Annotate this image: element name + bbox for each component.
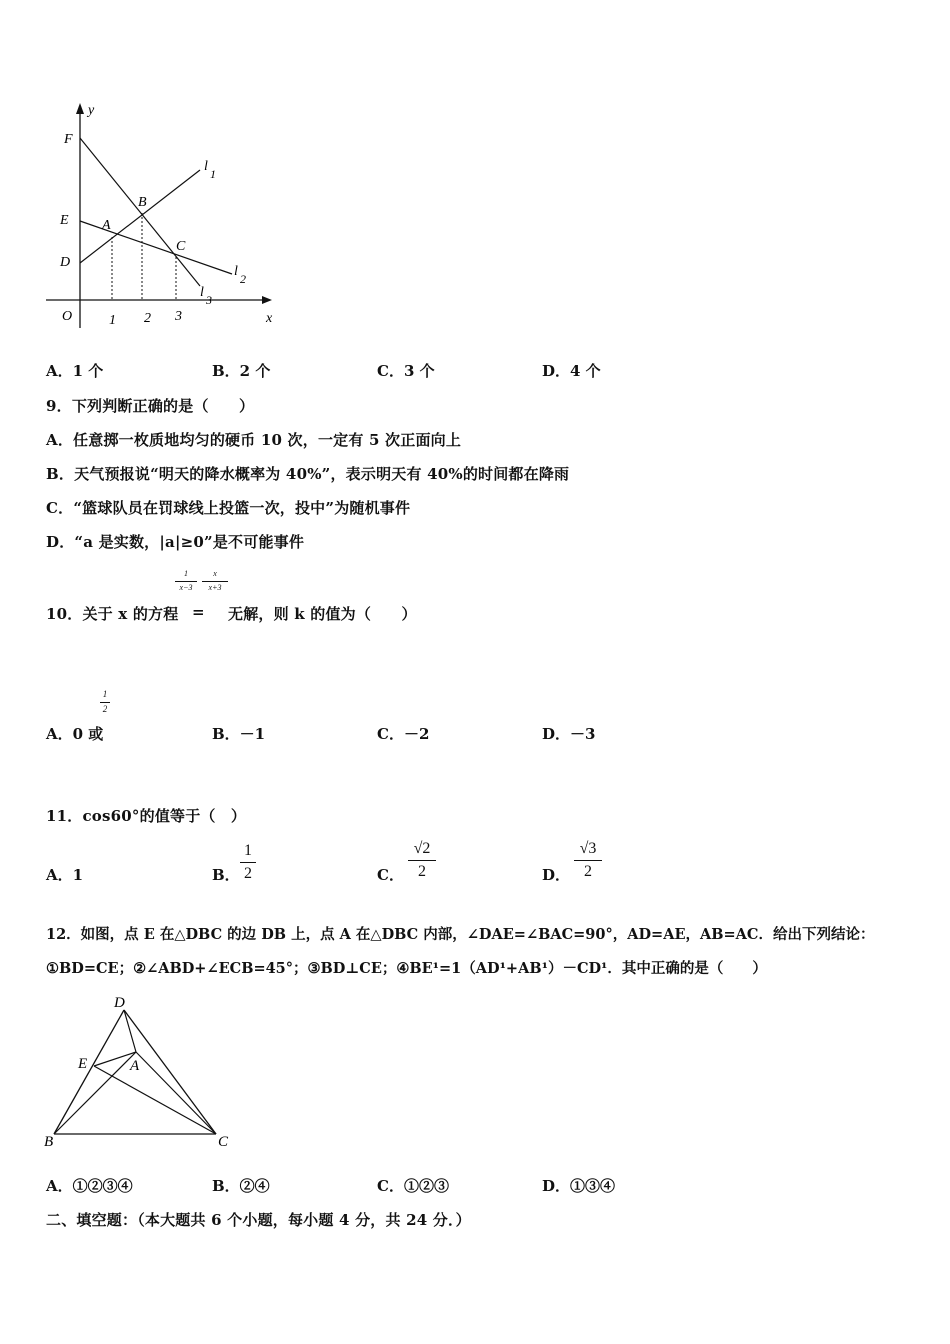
q10-option-a-fraction-denominator: 2	[102, 703, 108, 714]
y-axis-arrow	[76, 103, 84, 114]
q9-option-b: B．天气预报说“明天的降水概率为 40%”，表示明天有 40%的时间都在降雨	[46, 465, 570, 483]
q10-option-a-fraction	[100, 690, 110, 715]
q11-option-b-label: B．	[212, 866, 240, 884]
line-l1-subscript: 1	[210, 167, 216, 181]
point-c-label: C	[176, 239, 186, 254]
x-axis-label: x	[266, 311, 273, 326]
y-axis-label: y	[88, 103, 95, 118]
segment-da	[124, 1010, 136, 1052]
line-l3	[80, 138, 200, 286]
point-a-label: A	[130, 1058, 140, 1074]
q10-option-a-fraction-bar	[100, 702, 110, 703]
q11-option-b-numerator: 1	[244, 842, 252, 859]
point-d-label: D	[60, 255, 71, 270]
point-c-label: C	[218, 1134, 229, 1150]
point-b-label: B	[44, 1134, 54, 1150]
point-e-label: E	[60, 213, 69, 228]
q12-stem-line-1: 12．如图，点 E 在△DBC 的边 DB 上，点 A 在△DBC 内部，∠DAE=∠BAC=90°，AD=AE，AB=AC．给出下列结论：	[46, 926, 875, 943]
q10-fraction-2	[202, 570, 228, 593]
q9-option-d: D．“a 是实数，|a|≥0”是不可能事件	[46, 533, 305, 551]
q12-option-d: D．①③④	[542, 1177, 616, 1195]
q9-option-c: C．“篮球队员在罚球线上投篮一次，投中”为随机事件	[46, 499, 411, 517]
line-l3-label: l	[200, 285, 204, 300]
q11-option-c-label: C．	[377, 866, 404, 884]
q9-stem: 9．下列判断正确的是（ ）	[46, 397, 255, 415]
tick-label-1: 1	[109, 313, 116, 328]
point-d-label: D	[114, 995, 125, 1011]
q10-fraction-2-bar	[202, 581, 228, 582]
q8-option-a: A．1 个	[46, 362, 104, 380]
q11-option-d-bar	[574, 860, 602, 861]
q11-option-b-bar	[240, 862, 256, 863]
q11-option-d-fraction	[574, 840, 602, 880]
point-a-label: A	[102, 218, 111, 233]
q10-equals-sign: =	[192, 603, 205, 621]
q10-fraction-2-denominator: x+3	[208, 582, 222, 592]
q8-line-graph	[40, 98, 285, 343]
q11-option-d-label: D．	[542, 866, 571, 884]
q11-option-b-denominator: 2	[244, 864, 252, 882]
point-b-label: B	[138, 195, 147, 210]
x-axis-arrow	[262, 296, 272, 304]
q11-option-c-numerator: √2	[413, 840, 431, 857]
segment-ec	[94, 1066, 216, 1134]
q11-option-b-fraction	[240, 842, 256, 882]
q10-stem-after: 无解，则 k 的值为（ ）	[228, 605, 417, 623]
q10-option-b: B．－1	[212, 725, 266, 743]
origin-label: O	[62, 309, 73, 324]
segment-ba	[54, 1052, 136, 1134]
q11-option-a: A．1	[46, 866, 84, 884]
q10-option-c: C．－2	[377, 725, 430, 743]
segment-db	[54, 1010, 124, 1134]
q8-option-c: C．3 个	[377, 362, 435, 380]
tick-label-2: 2	[144, 311, 151, 326]
q10-fraction-1-bar	[175, 581, 197, 582]
q11-option-c-bar	[408, 860, 436, 861]
q10-fraction-1-numerator: 1	[184, 569, 188, 578]
tick-label-3: 3	[175, 309, 182, 324]
q10-option-a-text: A．0 或	[46, 725, 104, 743]
q12-triangle-figure	[40, 990, 240, 1155]
q11-option-d-numerator: √3	[579, 840, 597, 857]
point-e-label: E	[78, 1056, 88, 1072]
q10-fraction-2-numerator: x	[213, 569, 217, 578]
q10-fraction-1	[175, 570, 197, 593]
line-l3-subscript: 3	[206, 293, 212, 307]
q9-option-a: A．任意掷一枚质地均匀的硬币 10 次，一定有 5 次正面向上	[46, 431, 462, 449]
q11-option-c-fraction	[408, 840, 436, 880]
point-f-label: F	[64, 132, 73, 147]
line-l1-label: l	[204, 159, 208, 174]
q8-option-b: B．2 个	[212, 362, 271, 380]
q11-option-c-denominator: 2	[418, 862, 426, 880]
q12-option-c: C．①②③	[377, 1177, 449, 1195]
section-2-heading: 二、填空题：（本大题共 6 个小题，每小题 4 分，共 24 分．）	[46, 1211, 471, 1229]
q10-stem-before: 10．关于 x 的方程	[46, 605, 179, 623]
line-l2-label: l	[234, 264, 238, 279]
q12-option-a: A．①②③④	[46, 1177, 133, 1195]
q10-option-d: D．－3	[542, 725, 596, 743]
q12-stem-line-2: ①BD=CE；②∠ABD+∠ECB=45°；③BD⊥CE；④BE¹=1（AD¹+AB¹）－CD¹．其中正确的是（ ）	[46, 960, 767, 977]
q11-option-d-denominator: 2	[584, 862, 592, 880]
line-l2-subscript: 2	[240, 272, 246, 286]
segment-ac	[136, 1052, 216, 1134]
q8-option-d: D．4 个	[542, 362, 601, 380]
q10-option-a-fraction-numerator: 1	[102, 689, 108, 699]
q11-stem: 11．cos60°的值等于（ ）	[46, 807, 247, 825]
q12-option-b: B．②④	[212, 1177, 270, 1195]
q10-fraction-1-denominator: x−3	[179, 582, 193, 592]
